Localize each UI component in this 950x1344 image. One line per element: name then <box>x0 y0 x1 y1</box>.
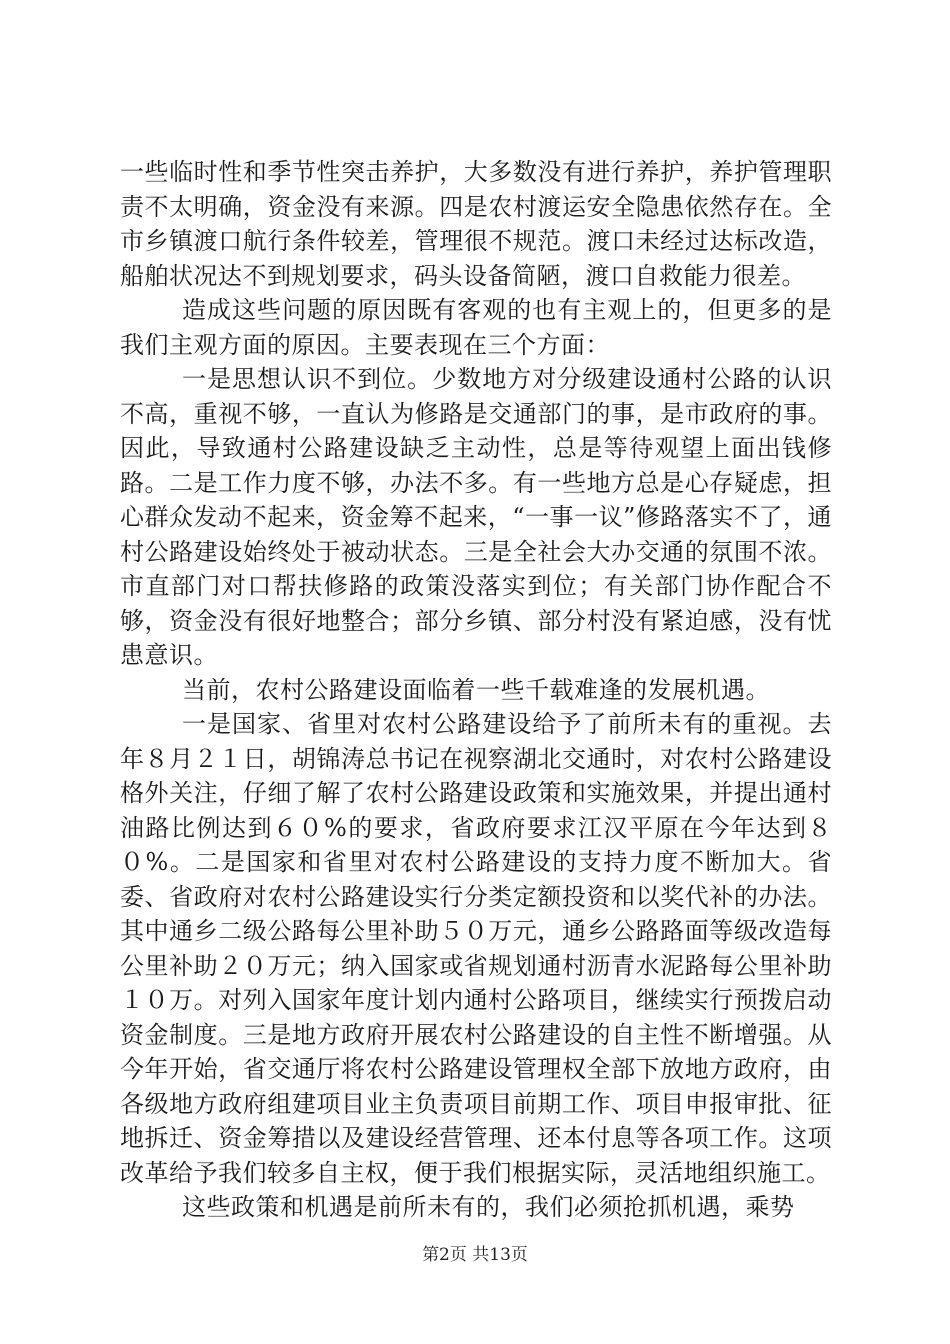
page-footer: 第2页 共13页 <box>422 1245 528 1265</box>
paragraph-4: 当前，农村公路建设面临着一些千载难逢的发展机遇。 <box>182 675 770 704</box>
paragraph-3: 一是思想认识不到位。少数地方对分级建设通村公路的认识不高，重视不够，一直认为修路是交通部门的事，是市政府的事。因此，导致通村公路建设缺乏主动性，总是等待观望上面出钱修路。二是工作力度不够，办法不多。有一些地方总是心存疑虑，担心群众发动不起来，资金筹不起来，“一事一议”修路落实不了，通村公路建设始终处于被动状态。三是全社会大办交通的氛围不浓。市直部门对口帮扶修路的政策没落实到位；有关部门协作配合不够，资金没有很好地整合；部分乡镇、部分村没有紧迫感，没有忧患意识。 <box>120 365 832 669</box>
paragraph-2: 造成这些问题的原因既有客观的也有主观上的，但更多的是我们主观方面的原因。主要表现在三个方面： <box>120 296 832 359</box>
paragraph-5: 一是国家、省里对农村公路建设给予了前所未有的重视。去年８月２１日，胡锦涛总书记在视察湖北交通时，对农村公路建设格外关注，仔细了解了农村公路建设政策和实施效果，并提出通村油路比例达到６０%的要求，省政府要求江汉平原在今年达到８０%。二是国家和省里对农村公路建设的支持力度不断加大。省委、省政府对农村公路建设实行分类定额投资和以奖代补的办法。其中通乡二级公路每公里补助５０万元，通乡公路路面等级改造每公里补助２０万元；纳入国家或省规划通村沥青水泥路每公里补助１０万。对列入国家年度计划内通村公路项目，继续实行预拨启动资金制度。三是地方政府开展农村公路建设的自主性不断增强。从今年开始，省交通厅将农村公路建设管理权全部下放地方政府，由各级地方政府组建项目业主负责项目前期工作、项目申报审批、征地拆迁、资金筹措以及建设经营管理、还本付息等各项工作。这项改革给予我们较多自主权，便于我们根据实际，灵活地组织施工。 <box>120 710 832 1187</box>
paragraph-6: 这些政策和机遇是前所未有的，我们必须抢抓机遇，乘势 <box>182 1193 795 1221</box>
document-body <box>120 155 832 1225</box>
paragraph-1: 一些临时性和季节性突击养护，大多数没有进行养护，养护管理职责不太明确，资金没有来源。四是农村渡运安全隐患依然存在。全市乡镇渡口航行条件较差，管理很不规范。渡口未经过达标改造，船舶状况达不到规划要求，码头设备简陋，渡口自救能力很差。 <box>120 158 832 290</box>
